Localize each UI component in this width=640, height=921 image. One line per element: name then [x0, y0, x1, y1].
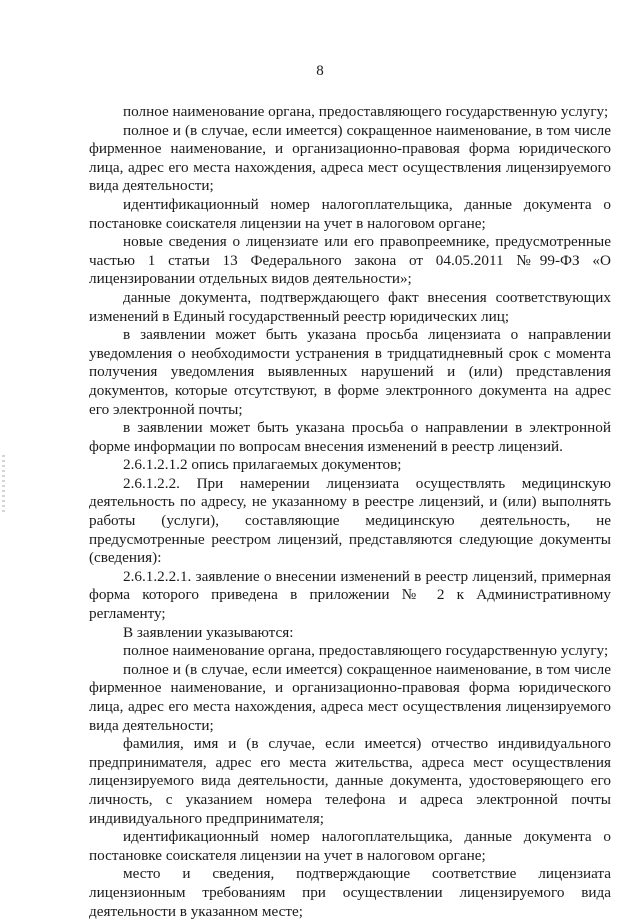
page-number: 8 — [316, 63, 324, 79]
paragraph: данные документа, подтверждающего факт внесения соответствующих изменений в Единый государственный реестр юридических лиц; — [89, 288, 611, 325]
paragraph: фамилия, имя и (в случае, если имеется) отчество индивидуального предпринимателя, адрес его места жительства, адреса мест осуществления лицензируемого вида деятельности, данные документа, удостоверяющего его личность, с указанием номера телефона и адреса электронной почты индивидуального предпринимателя; — [89, 735, 611, 827]
paragraph: идентификационный номер налогоплательщика, данные документа о постановке соискателя лицензии на учет в налоговом органе; — [89, 195, 611, 232]
paragraph: место и сведения, подтверждающие соответствие лицензиата лицензионным требованиям при осуществлении лицензируемого вида деятельности в указанном месте; — [89, 865, 611, 920]
paragraph: полное наименование органа, предоставляющего государственную услугу; — [123, 103, 609, 120]
paragraph: В заявлении указываются: — [123, 623, 294, 641]
paragraph: новые сведения о лицензиате или его правопреемнике, предусмотренные частью 1 статьи 13 Федерального закона от 04.05.2011 №99-ФЗ «О лицензировании отдельных видов деятельности»; — [89, 233, 611, 288]
paragraph: 2.6.1.2.1.2 опись прилагаемых документов; — [123, 456, 402, 474]
paragraph: полное и (в случае, если имеется) сокращенное наименование, в том числе фирменное наименование, и организационно-правовая форма юридического лица, адрес его места нахождения, адреса мест осуществления лицензируемого вида деятельности; — [89, 121, 611, 195]
paragraph: 2.6.1.2.2. При намерении лицензиата осуществлять медицинскую деятельность по адресу, не указанному в реестре лицензий, и (или) выполнять работы (услуги), составляющие медицинскую деятельность, не предусмотренные реестром лицензий, представляются следующие документы (сведения): — [89, 474, 611, 567]
margin-scan-mark — [2, 455, 5, 515]
paragraph: идентификационный номер налогоплательщика, данные документа о постановке соискателя лицензии на учет в налоговом органе; — [89, 828, 611, 864]
paragraph: в заявлении может быть указана просьба лицензиата о направлении уведомления о необходимости устранения в тридцатидневный срок с момента получения уведомления выявленных нарушений и (или) представления документов, которые отсутствуют, в форме электронного документа на адрес его электронной почты; — [89, 326, 611, 418]
paragraph: 2.6.1.2.2.1. заявление о внесении изменений в реестр лицензий, примерная форма которого приведена в приложении № 2 к Административному регламенту; — [89, 567, 611, 623]
paragraph: полное наименование органа, предоставляющего государственную услугу; — [123, 642, 609, 660]
paragraph: полное и (в случае, если имеется) сокращенное наименование, в том числе фирменное наименование, и организационно-правовая форма юридического лица, адрес его места нахождения, адреса мест осуществления лицензируемого вида деятельности; — [89, 660, 611, 734]
paragraph: в заявлении может быть указана просьба о направлении в электронной форме информации по вопросам внесения изменений в реестр лицензий. — [89, 419, 611, 455]
document-body — [89, 103, 611, 921]
